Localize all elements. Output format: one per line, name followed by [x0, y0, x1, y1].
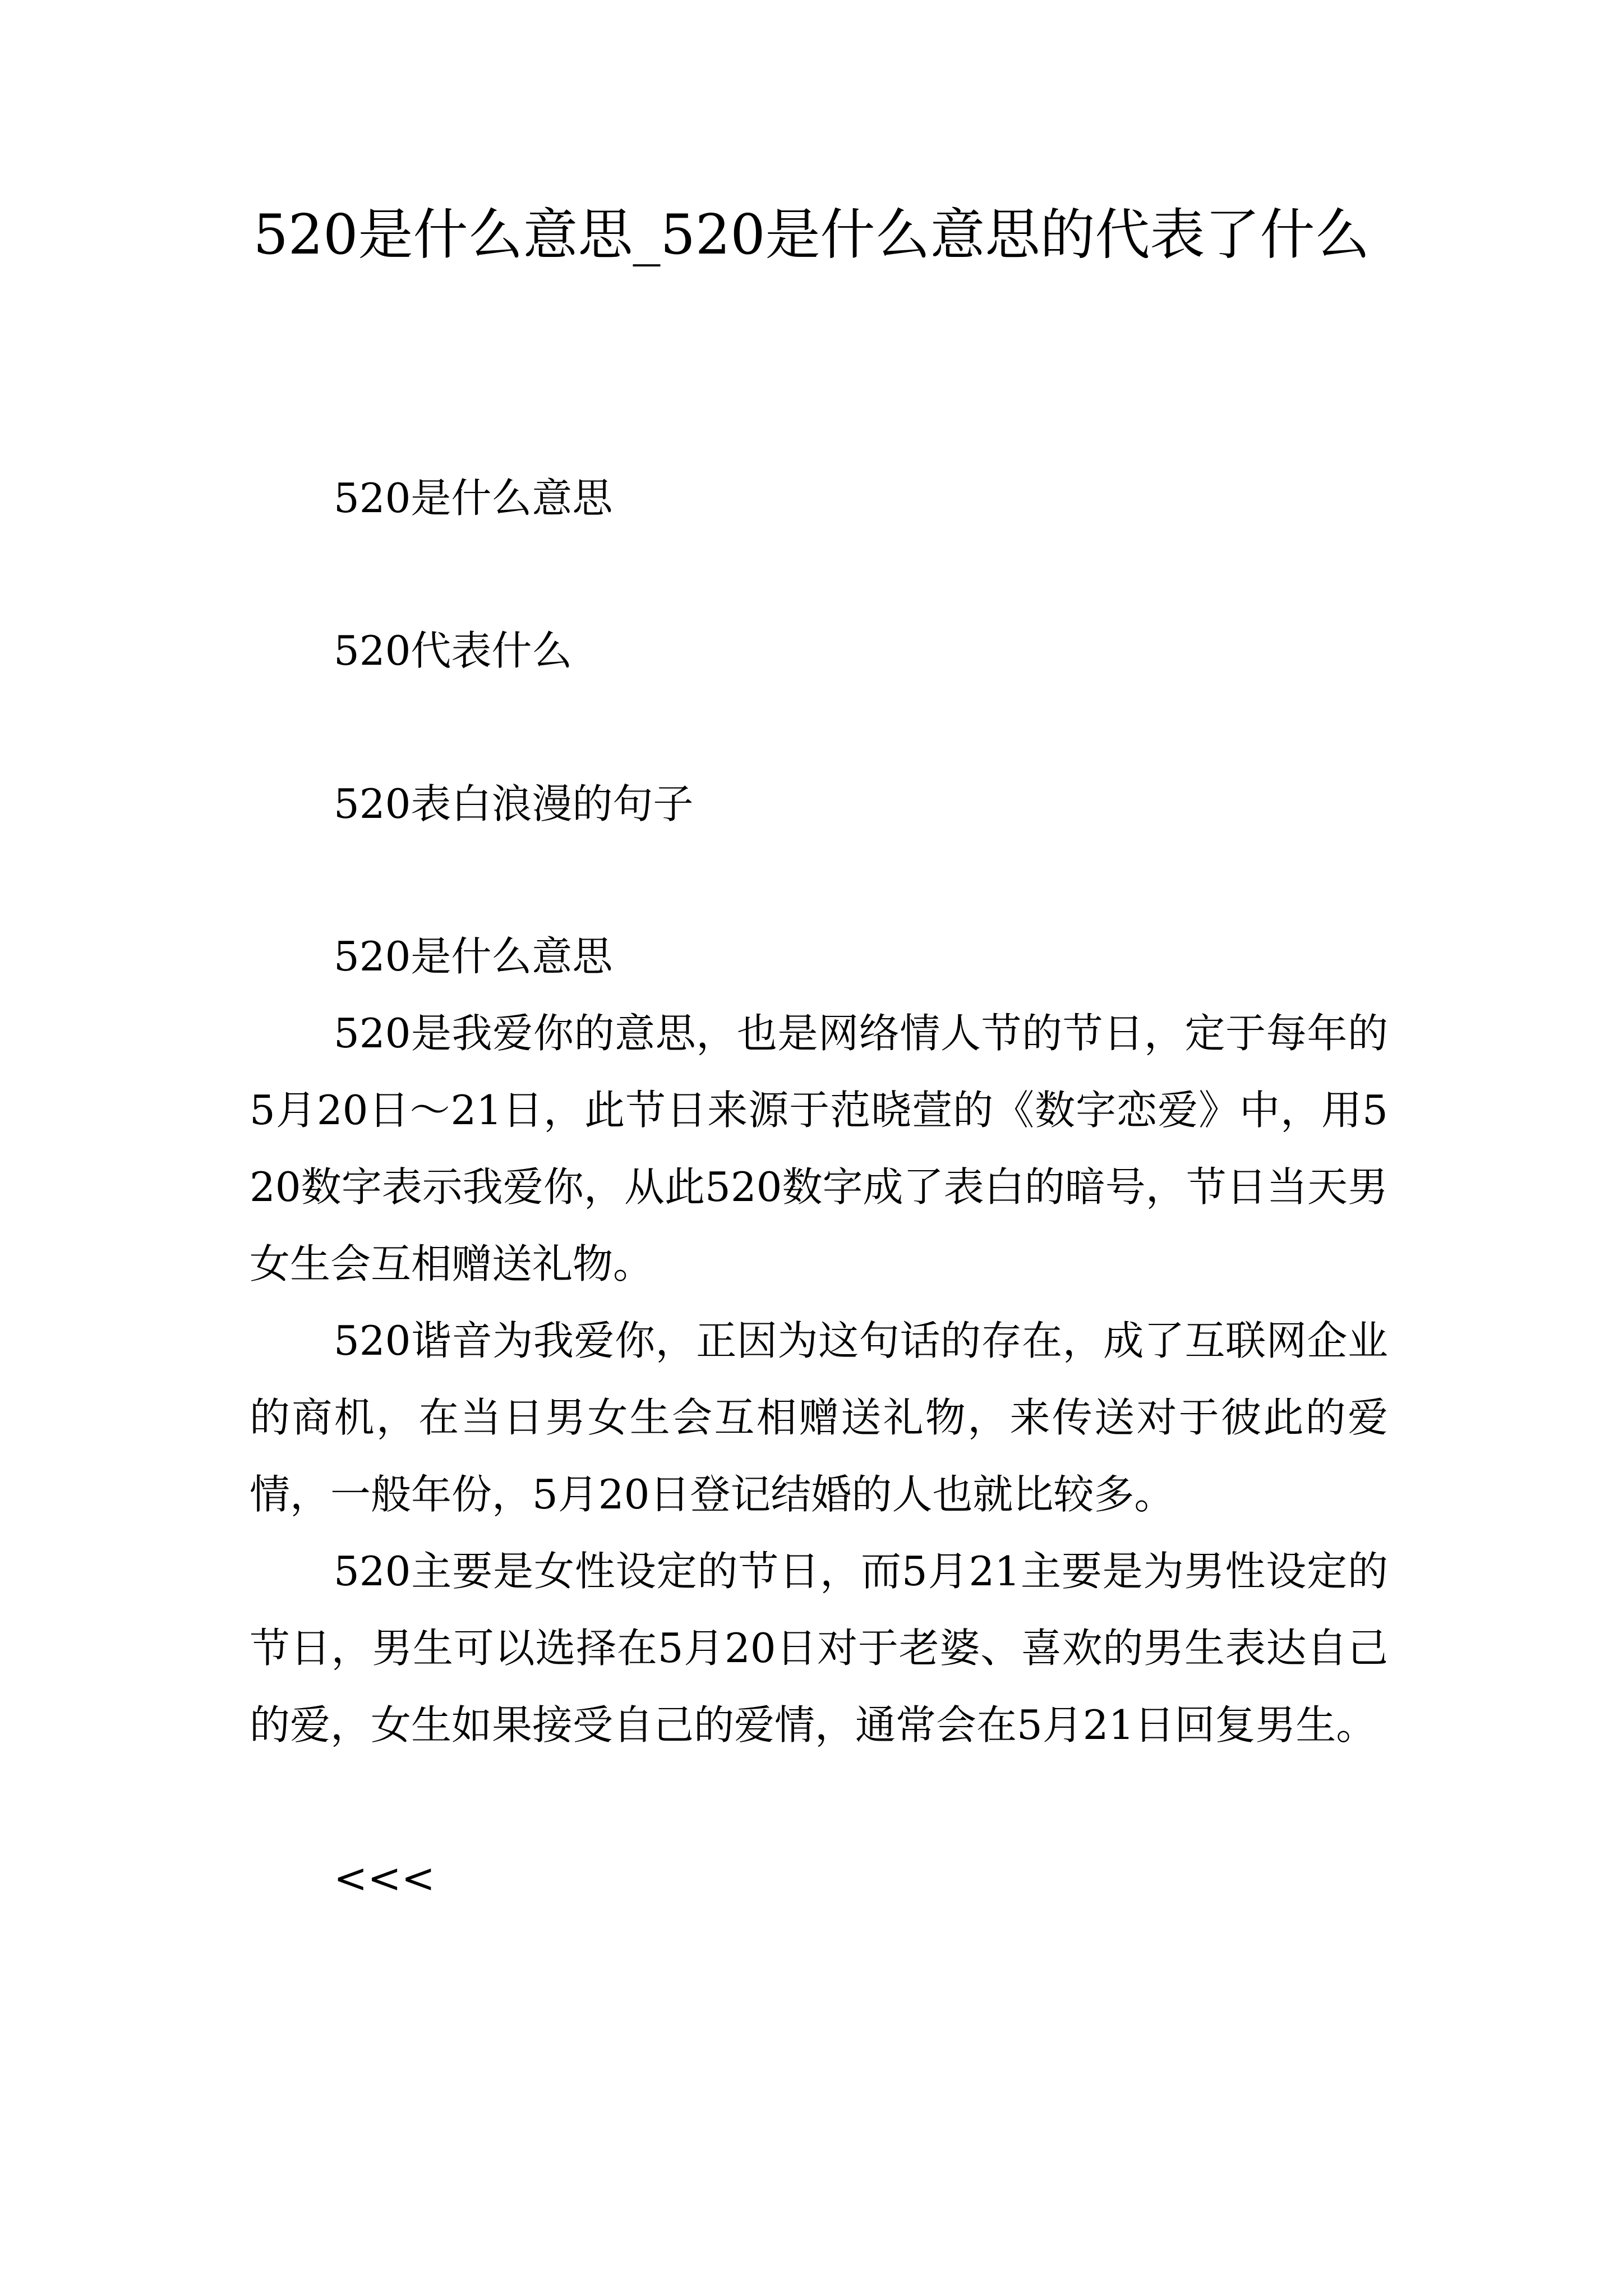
document-title: 520是什么意思_520是什么意思的代表了什么 [253, 203, 1370, 267]
paragraph-2: 520谐音为我爱你，正因为这句话的存在，成了互联网企业的商机，在当日男女生会互相赠送礼物，来传送对于彼此的爱情，一般年份，5月20日登记结婚的人也就比较多。 [250, 1317, 1388, 1518]
toc-item-represents: 520代表什么 [334, 627, 573, 674]
section-heading: 520是什么意思 [334, 933, 613, 980]
toc-item-confession-sentences: 520表白浪漫的句子 [334, 780, 694, 827]
toc-item-meaning: 520是什么意思 [334, 475, 613, 522]
paragraph-1: 520是我爱你的意思，也是网络情人节的节日，定于每年的5月20日～21日，此节日来源于范晓萱的《数字恋爱》中，用520数字表示我爱你，从此520数字成了表白的暗号，节日当天男女生会互相赠送礼物。 [250, 1010, 1388, 1287]
trailing-marker: <<< [334, 1855, 435, 1902]
paragraph-3: 520主要是女性设定的节日，而5月21主要是为男性设定的节日，男生可以选择在5月20日对于老婆、喜欢的男生表达自己的爱，女生如果接受自己的爱情，通常会在5月21日回复男生。 [250, 1548, 1388, 1749]
